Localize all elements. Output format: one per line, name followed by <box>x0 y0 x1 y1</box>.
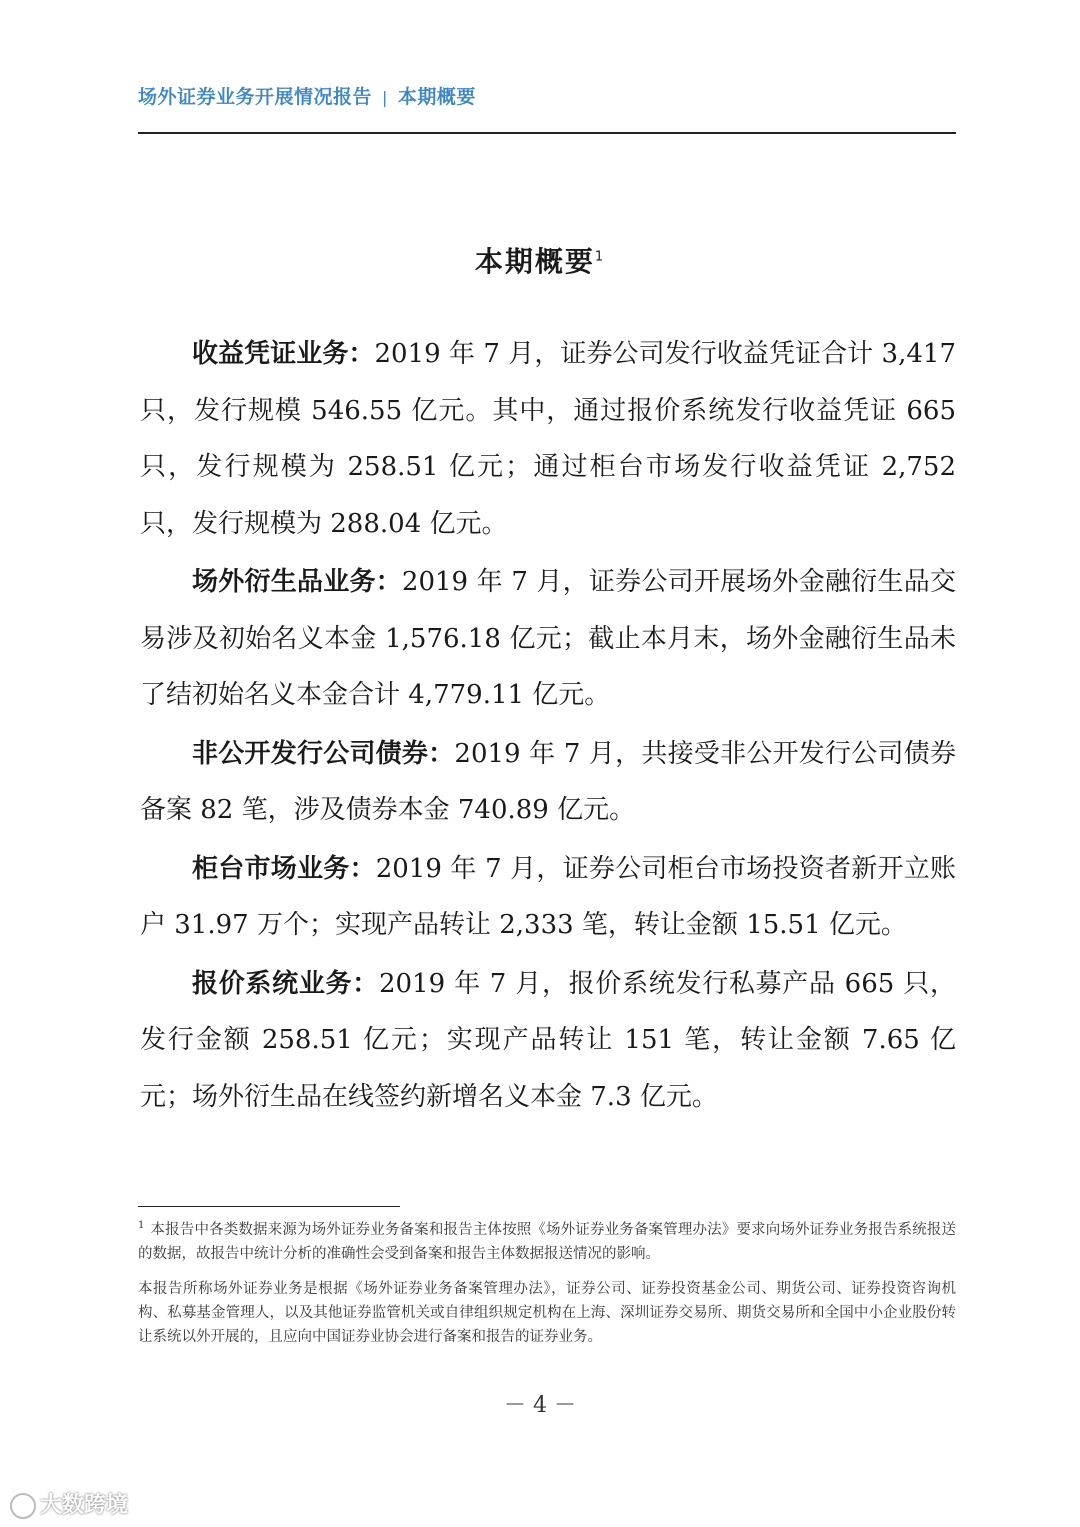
paragraph-text: 2019 年 7 月，证券公司发行收益凭证合计 3,417 只，发行规模 546.55 亿元。其中，通过报价系统发行收益凭证 665 只，发行规模为 258.51 亿元；通过柜台市场发行收益凭证 2,752 只，发行规模为 288.04 亿元。 <box>140 339 956 539</box>
header-report-name: 场外证券业务开展情况报告 <box>138 86 373 108</box>
footnote-divider <box>138 1206 400 1207</box>
page-title-text: 本期概要 <box>474 245 595 278</box>
watermark-logo-icon <box>10 1493 36 1519</box>
title-footnote-mark: 1 <box>594 249 606 265</box>
watermark <box>10 1488 128 1519</box>
paragraph-text: 2019 年 7 月，共接受非公开发行公司债券备案 82 笔，涉及债券本金 740.89 亿元。 <box>140 738 956 825</box>
paragraph-text: 2019 年 7 月，证券公司开展场外金融衍生品交易涉及初始名义本金 1,576.18 亿元；截止本月末，场外金融衍生品未了结初始名义本金合计 4,779.11 亿元。 <box>140 567 956 710</box>
paragraph-quote-system <box>140 956 956 1126</box>
header-separator: | <box>382 88 388 107</box>
paragraph-counter-market <box>140 841 956 954</box>
paragraph-lead: 柜台市场业务： <box>192 853 376 884</box>
paragraph-otc-derivatives <box>140 554 956 724</box>
paragraph-lead: 报价系统业务： <box>192 968 379 999</box>
footnote-text: 本报告中各类数据来源为场外证券业务备案和报告主体按照《场外证券业务备案管理办法》要求向场外证券业务报告系统报送的数据，故报告中统计分析的准确性会受到备案和报告主体数据报送情况的影响。 <box>138 1221 956 1262</box>
paragraph-lead: 收益凭证业务： <box>192 339 375 369</box>
summary-body <box>140 326 956 1127</box>
paragraph-income-certificate <box>140 326 956 552</box>
paragraph-text: 2019 年 7 月，证券公司柜台市场投资者新开立账户 31.97 万个；实现产品转让 2,333 笔，转让金额 15.51 亿元。 <box>140 853 956 940</box>
footnote-text: 本报告所称场外证券业务是根据《场外证券业务备案管理办法》，证券公司、证券投资基金公司、期货公司、证券投资咨询机构、私募基金管理人，以及其他证券监管机关或自律组织规定机构在上海、深圳证券交易所、期货交易所和全国中小企业股份转让系统以外开展的，且应向中国证券业协会进行备案和报告的证券业务。 <box>138 1281 956 1345</box>
header-divider <box>138 132 956 134</box>
paragraph-lead: 场外衍生品业务： <box>192 567 402 597</box>
running-header <box>138 82 476 109</box>
paragraph-text: 2019 年 7 月，报价系统发行私募产品 665 只，发行金额 258.51 亿元；实现产品转让 151 笔，转让金额 7.65 亿元；场外衍生品在线签约新增名义本金 7.3 亿元。 <box>140 968 956 1112</box>
footnote-1 <box>138 1214 956 1266</box>
footnote-mark: 1 <box>138 1220 145 1231</box>
paragraph-private-bonds <box>140 726 956 839</box>
header-section: 本期概要 <box>397 86 476 108</box>
paragraph-lead: 非公开发行公司债券： <box>192 738 455 769</box>
watermark-text: 大数跨境 <box>40 1493 129 1518</box>
page-number: － 4 － <box>504 1393 576 1418</box>
page-title <box>0 240 1080 280</box>
footnote-2 <box>138 1277 956 1349</box>
